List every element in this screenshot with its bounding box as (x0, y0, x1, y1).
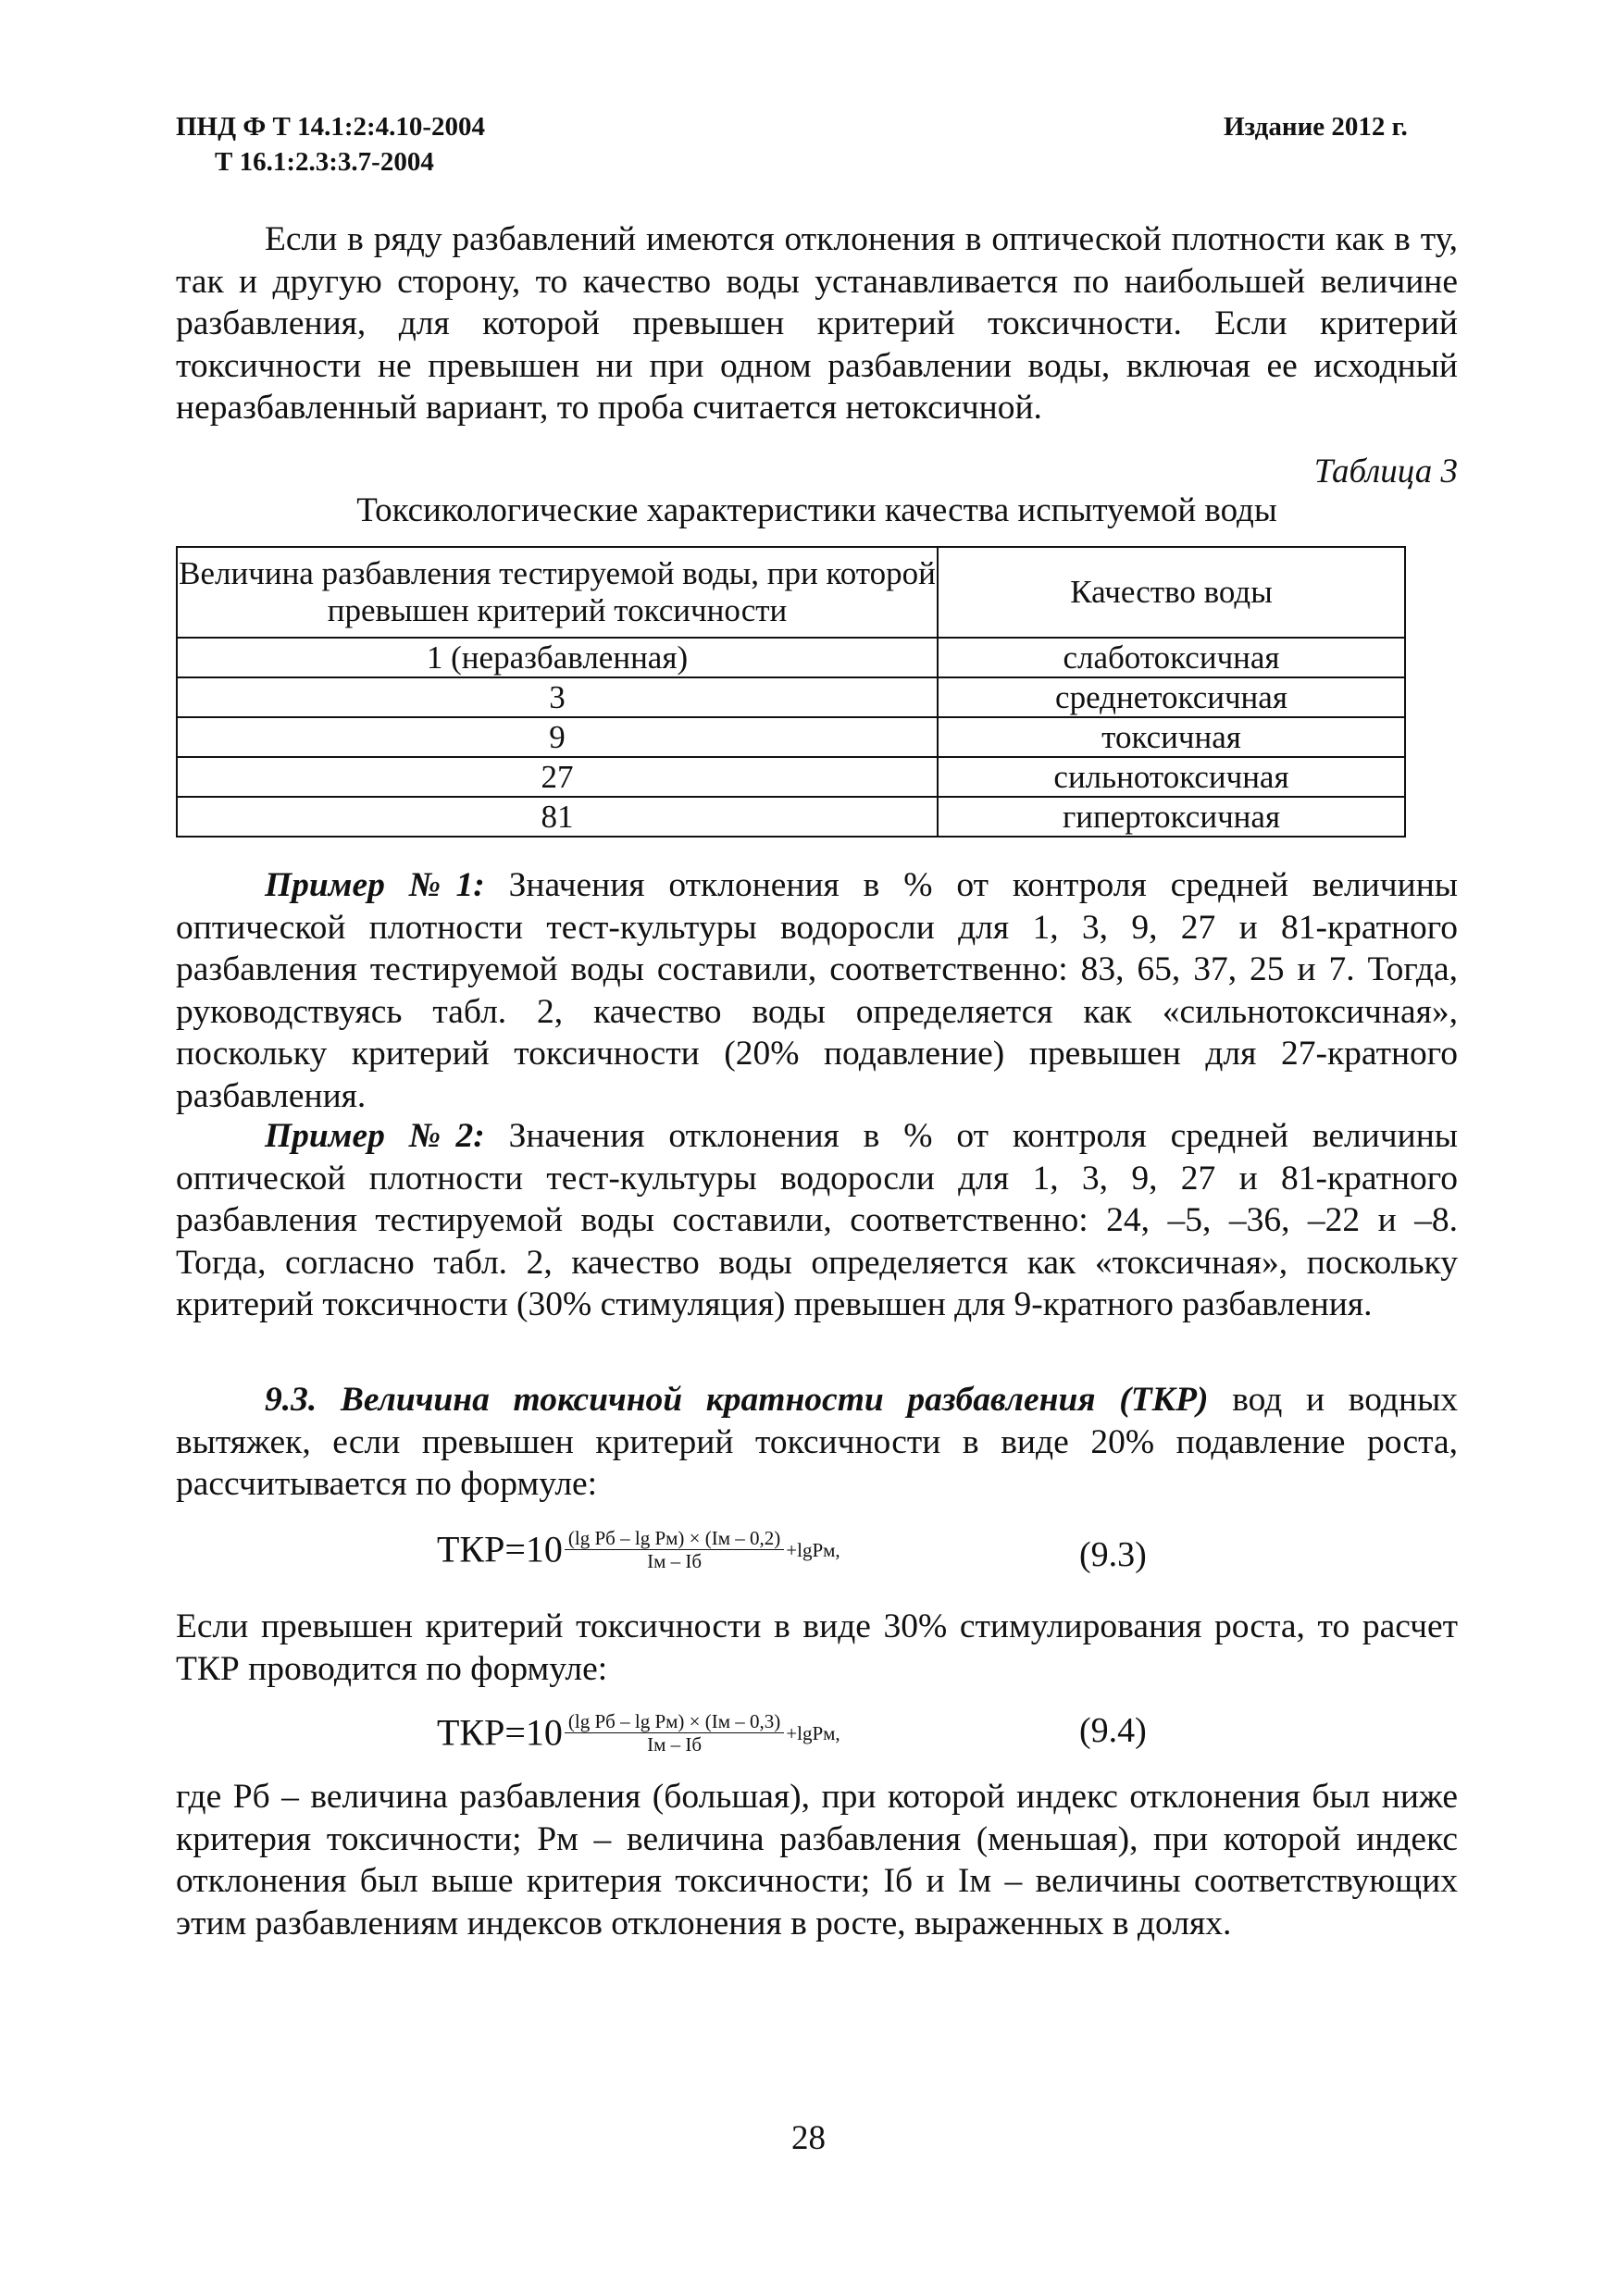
table-cell-quality: сильнотоксичная (938, 757, 1405, 797)
table-row (177, 717, 1405, 757)
formula-intro-paragraph: Если превышен критерий токсичности в виде 30% стимулирования роста, то расчет ТКР проводится по формуле: (176, 1607, 1458, 1688)
formula-9-4-exponent (565, 1710, 784, 1756)
formula-9-4-lhs: ТКР=1 (437, 1711, 544, 1754)
edition-label: Издание 2012 г. (1224, 112, 1408, 142)
formula-9-3-base: 0 (543, 1528, 563, 1570)
formula-9-3-lhs: ТКР=1 (437, 1528, 544, 1570)
table-header-row (177, 547, 1405, 638)
example-1-label: Пример №1: (265, 866, 485, 904)
table-header-dilution: Величина разбавления тестируемой воды, при которой превышен критерий токсичности (177, 547, 938, 638)
section-9-3-paragraph (176, 1379, 1458, 1506)
table-header-quality: Качество воды (938, 547, 1405, 638)
example-2-label: Пример №2: (265, 1117, 485, 1155)
table-cell-quality: токсичная (938, 717, 1405, 757)
table-cell-dilution: 9 (177, 717, 938, 757)
table-cell-dilution: 1 (неразбавленная) (177, 638, 938, 677)
document-code (176, 109, 485, 180)
toxicity-table (176, 546, 1406, 838)
table-row (177, 797, 1405, 837)
table-cell-dilution: 3 (177, 677, 938, 717)
equation-number-9-3: (9.3) (1079, 1535, 1147, 1574)
formula-9-4-numerator: (lg Pб – lg Pм) × (Iм – 0,3) (565, 1710, 784, 1733)
equation-number-9-4: (9.4) (1079, 1711, 1147, 1750)
document-code-line1: ПНД Ф Т 14.1:2:4.10-2004 (176, 112, 486, 142)
intro-paragraph: Если в ряду разбавлений имеются отклонения в оптической плотности как в ту, так и другую сторону, то качество воды устанавливается по наибольшей величине разбавления, для которой превышен критерий токсичности. Если критерий токсичности не превышен ни при одном разбавлении воды, включая ее исходный неразбавленный вариант, то проба считается нетоксичной. (176, 220, 1458, 427)
table-row (177, 638, 1405, 677)
definitions-paragraph: где Рб – величина разбавления (большая), при которой индекс отклонения был ниже критерия токсичности; Рм – величина разбавления (меньшая), при которой индекс отклонения был выше критерия токсичности; Iб и Iм – величины соответствующих этим разбавлениям индексов отклонения в росте, выраженных в долях. (176, 1778, 1458, 1942)
formula-9-3-exponent (565, 1527, 784, 1572)
page-number: 28 (791, 2119, 826, 2157)
table-label: Таблица 3 (1313, 453, 1458, 490)
example-1-paragraph (176, 864, 1458, 1117)
document-code-line2: Т 16.1:2.3:3.7-2004 (215, 147, 434, 177)
formula-9-3-numerator: (lg Pб – lg Pм) × (Iм – 0,2) (565, 1527, 784, 1550)
example-2-paragraph (176, 1115, 1458, 1326)
table-cell-quality: гипертоксичная (938, 797, 1405, 837)
formula-9-4-base: 0 (543, 1711, 563, 1754)
table-cell-quality: среднетоксичная (938, 677, 1405, 717)
example-2-text: Значения отклонения в % от контроля средней величины оптической плотности тест-культуры водоросли для 1, 3, 9, 27 и 81-кратного разбавления тестируемой воды составили, соответственно: 24, –5, –36, –22 и –8. Тогда, согласно табл. 2, качество воды определяется как «токсичная», поскольку критерий токсичности (30% стимуляция) превышен для 9-кратного разбавления. (176, 1117, 1458, 1323)
table-cell-quality: слаботоксичная (938, 638, 1405, 677)
table-cell-dilution: 27 (177, 757, 938, 797)
formula-9-4 (437, 1710, 840, 1756)
table-row (177, 757, 1405, 797)
table-cell-dilution: 81 (177, 797, 938, 837)
table-title: Токсикологические характеристики качества испытуемой воды (356, 491, 1277, 529)
section-9-3-label: 9.3. Величина токсичной кратности разбавления (ТКР) (265, 1381, 1209, 1419)
formula-9-4-denominator: Iм – Iб (647, 1733, 703, 1756)
formula-9-3 (437, 1527, 840, 1572)
formula-9-4-tail: +lgPм, (786, 1721, 840, 1744)
example-1-text: Значения отклонения в % от контроля средней величины оптической плотности тест-культуры водоросли для 1, 3, 9, 27 и 81-кратного разбавления тестируемой воды составили, соответственно: 83, 65, 37, 25 и 7. Тогда, руководствуясь табл. 2, качество воды определяется как «сильнотоксичная», поскольку критерий токсичности (20% подавление) превышен для 27-кратного разбавления. (176, 866, 1458, 1115)
formula-9-3-tail: +lgPм, (786, 1538, 840, 1561)
table-row (177, 677, 1405, 717)
section-9-3-text: вод и водных вытяжек, если превышен критерий токсичности в виде 20% подавление роста, рассчитывается по формуле: (176, 1381, 1459, 1503)
formula-9-3-denominator: Iм – Iб (647, 1550, 703, 1572)
